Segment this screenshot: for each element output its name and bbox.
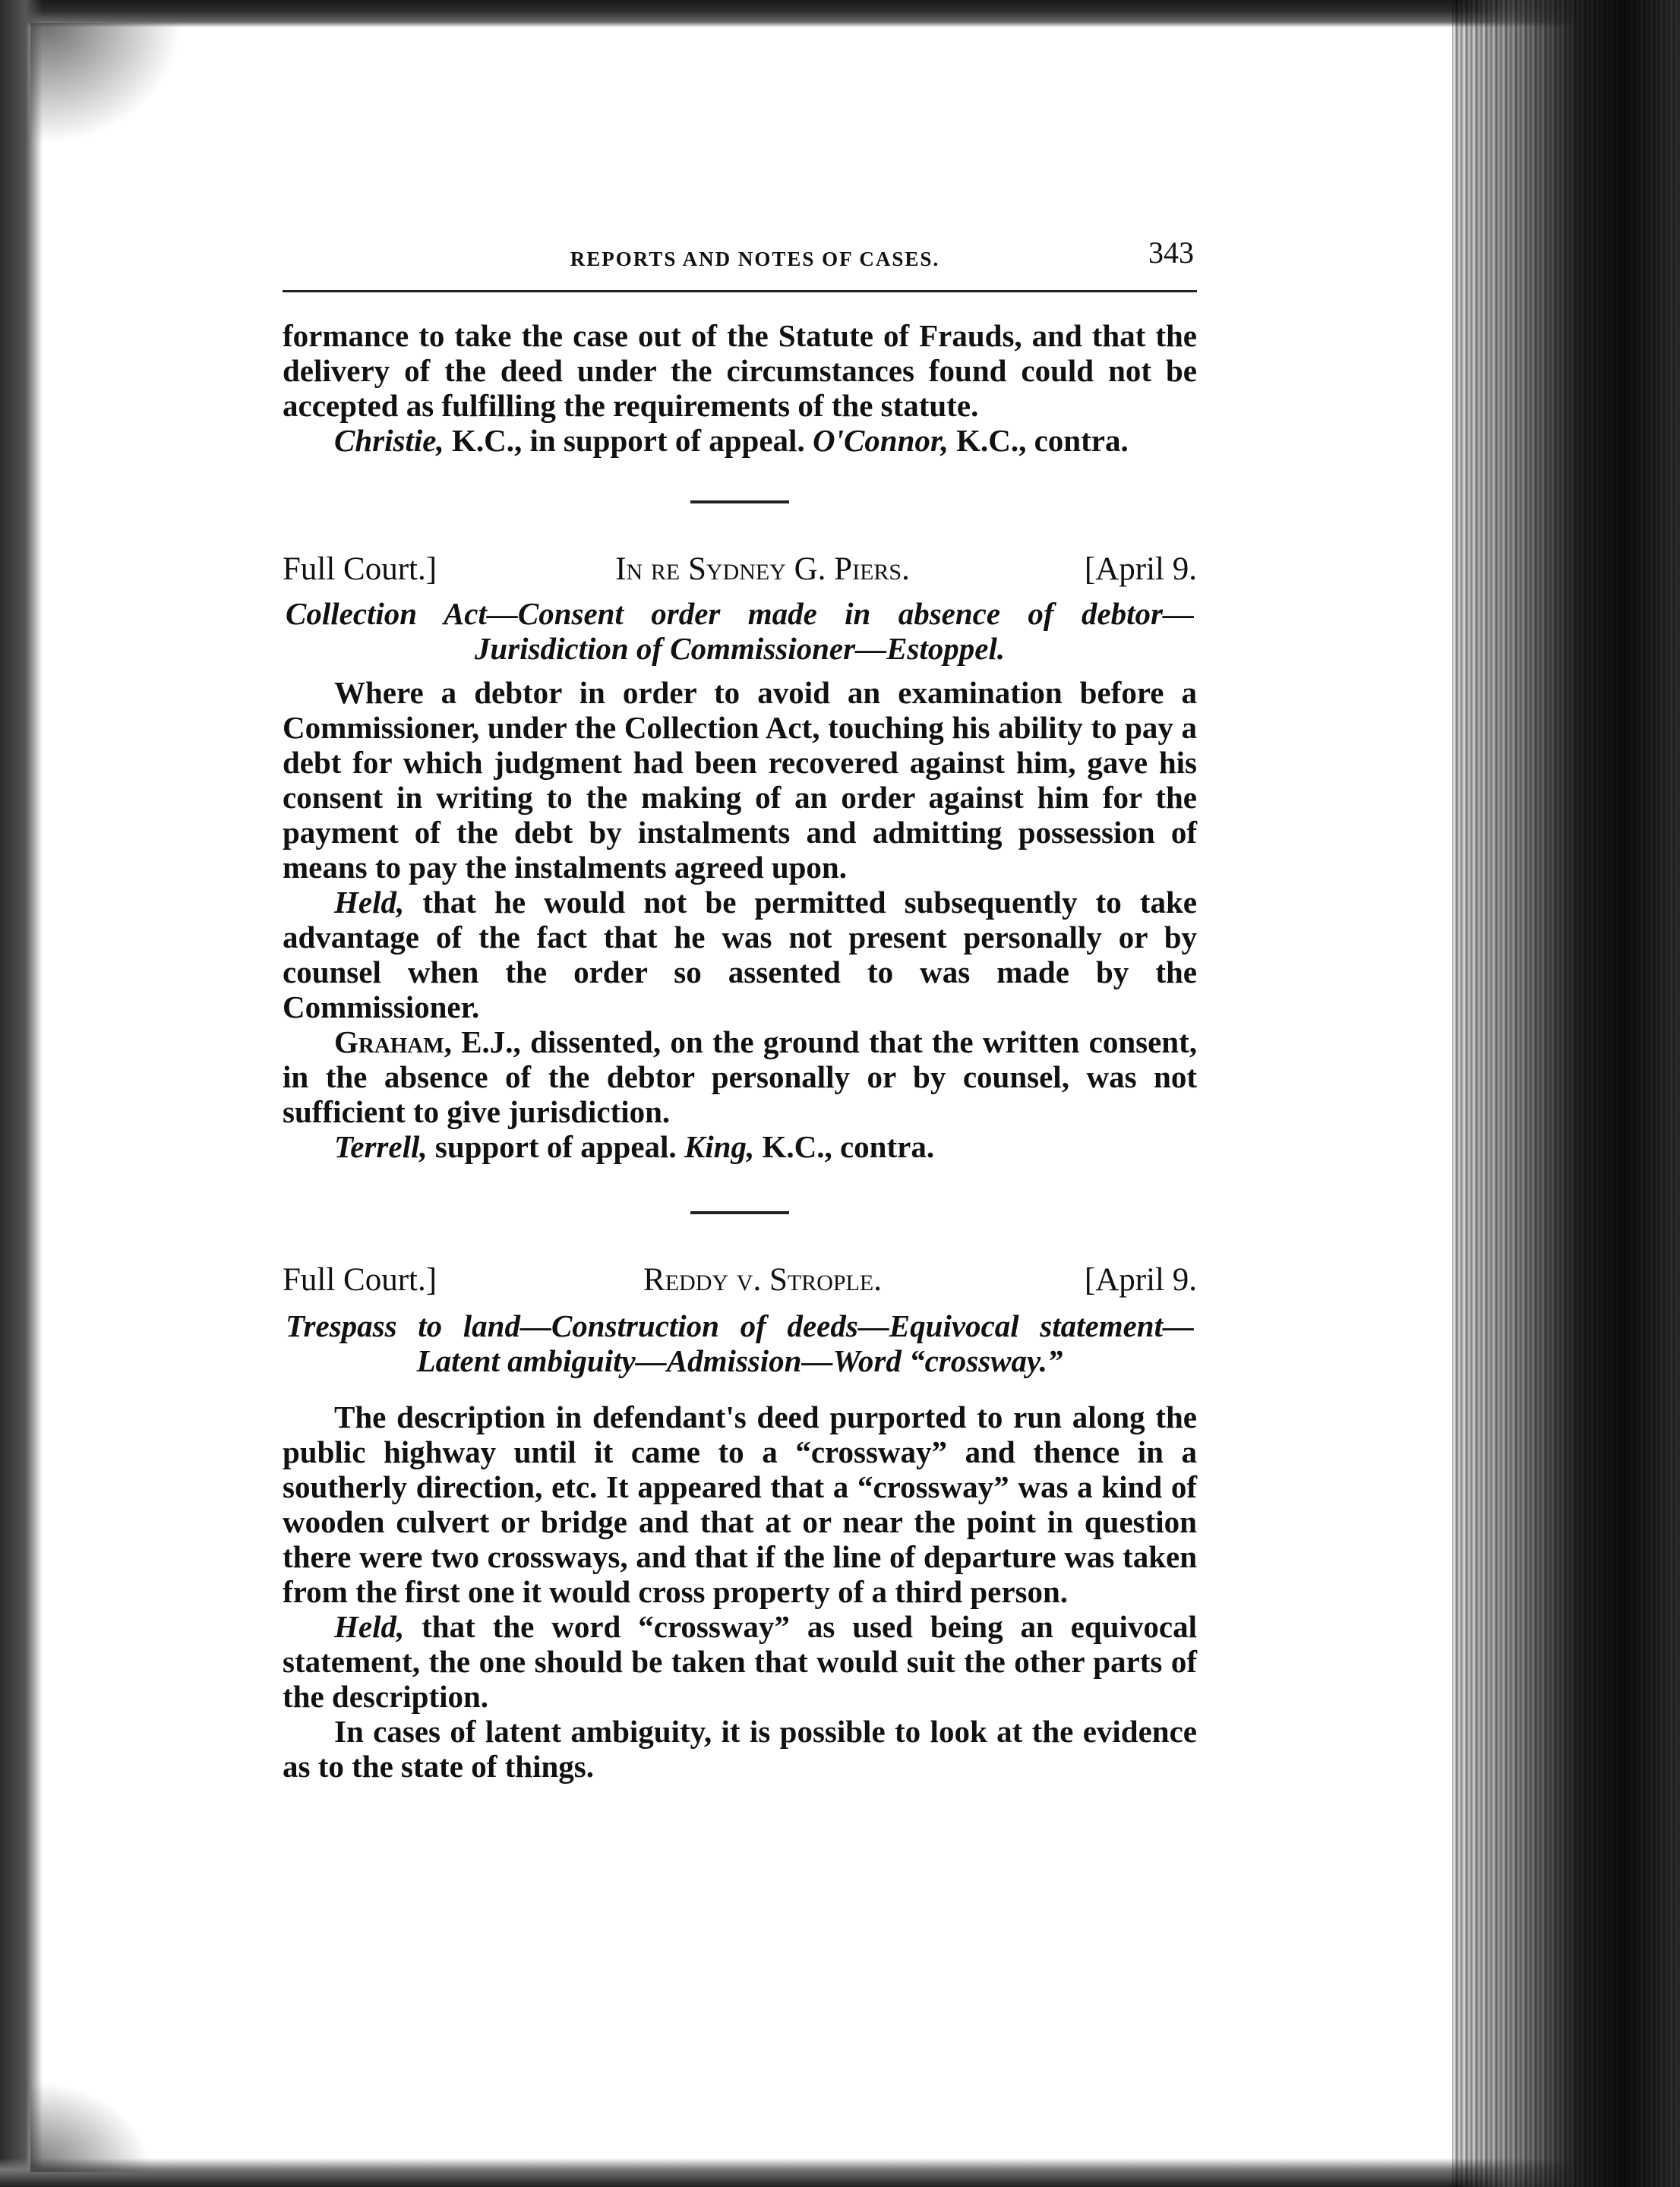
running-head-title: REPORTS AND NOTES OF CASES.: [570, 248, 940, 270]
case-date: [April 9.: [1084, 551, 1197, 587]
header-rule: [283, 290, 1197, 292]
counsel-respondent: King,: [684, 1129, 755, 1164]
held-paragraph: [283, 885, 1197, 1024]
counsel-appellant: Christie,: [334, 423, 444, 458]
held-text: that he would not be permitted subsequently to take advantage of the fact that he was not present personally or by counsel when the order so assented to was made by the Commissioner.: [283, 885, 1197, 1024]
separator-rule: [690, 500, 789, 503]
case-name: In re Sydney G. Piers.: [615, 551, 910, 587]
case-paragraph: Where a debtor in order to avoid an examination before a Commissioner, under the Collection Act, touching his ability to pay a debt for which judgment had been recovered against him, gave his consent in writing to the making of an order against him for the payment of the debt by instalments and admitting possession of means to pay the instalments agreed upon.: [283, 675, 1197, 885]
scan-smudge-bottom-left: [30, 2081, 152, 2172]
case-court: Full Court.]: [283, 1262, 437, 1298]
continuation-counsel-line: [283, 423, 1197, 458]
case-catchwords: Trespass to land—Construction of deeds—Equivocal statement—Latent ambiguity—Admission—Word “crossway.”: [286, 1308, 1194, 1378]
held-label: Held,: [334, 1609, 405, 1644]
held-text: that the word “crossway” as used being an equivocal statement, the one should be taken that would suit the other parts of the description.: [283, 1609, 1197, 1714]
case-heading: [283, 552, 1197, 589]
case-name: Reddy v. Strople.: [643, 1262, 882, 1298]
counsel-appellant-rest: support of appeal.: [427, 1129, 684, 1164]
scan-bottom-border: [0, 2158, 1680, 2187]
case-catchwords: Collection Act—Consent order made in absence of debtor—Jurisdiction of Commissioner—Estoppel.: [286, 596, 1194, 666]
case-date: [April 9.: [1084, 1262, 1197, 1298]
page-text: [283, 228, 1197, 1784]
case-counsel-line: [283, 1129, 1197, 1164]
scan-book-gutter: [1452, 0, 1680, 2187]
scan-top-border: [0, 0, 1680, 27]
counsel-appellant: Terrell,: [334, 1129, 428, 1164]
counsel-appellant-rest: K.C., in support of appeal.: [444, 423, 813, 458]
continuation-paragraph: formance to take the case out of the Statute of Frauds, and that the delivery of the deed under the circumstances found could not be accepted as fulfilling the requirements of the statute.: [283, 318, 1197, 423]
case-heading: [283, 1263, 1197, 1299]
case-paragraph: The description in defendant's deed purported to run along the public highway until it came to a “crossway” and thence in a southerly direction, etc. It appeared that a “crossway” was a kind of wooden culvert or bridge and that at or near the point in question there were two crossways, and that if the line of departure was taken from the first one it would cross property of a third person.: [283, 1400, 1197, 1609]
case-paragraph: In cases of latent ambiguity, it is possible to look at the evidence as to the state of things.: [283, 1714, 1197, 1784]
case-court: Full Court.]: [283, 551, 437, 587]
dissent-text: E.J., dissented, on the ground that the written consent, in the absence of the debtor personally or by counsel, was not sufficient to give jurisdiction.: [283, 1024, 1197, 1129]
held-paragraph: [283, 1609, 1197, 1714]
counsel-respondent-rest: K.C., contra.: [948, 423, 1129, 458]
counsel-respondent-rest: K.C., contra.: [754, 1129, 935, 1164]
dissent-paragraph: [283, 1024, 1197, 1129]
held-label: Held,: [334, 885, 405, 920]
page-number: 343: [1148, 235, 1194, 270]
scan-smudge-top-left: [30, 23, 182, 144]
dissent-judge: Graham,: [334, 1024, 452, 1059]
separator-rule: [690, 1211, 789, 1214]
scan-left-border: [0, 0, 43, 2187]
counsel-respondent: O'Connor,: [812, 423, 949, 458]
running-head: [283, 228, 1197, 273]
